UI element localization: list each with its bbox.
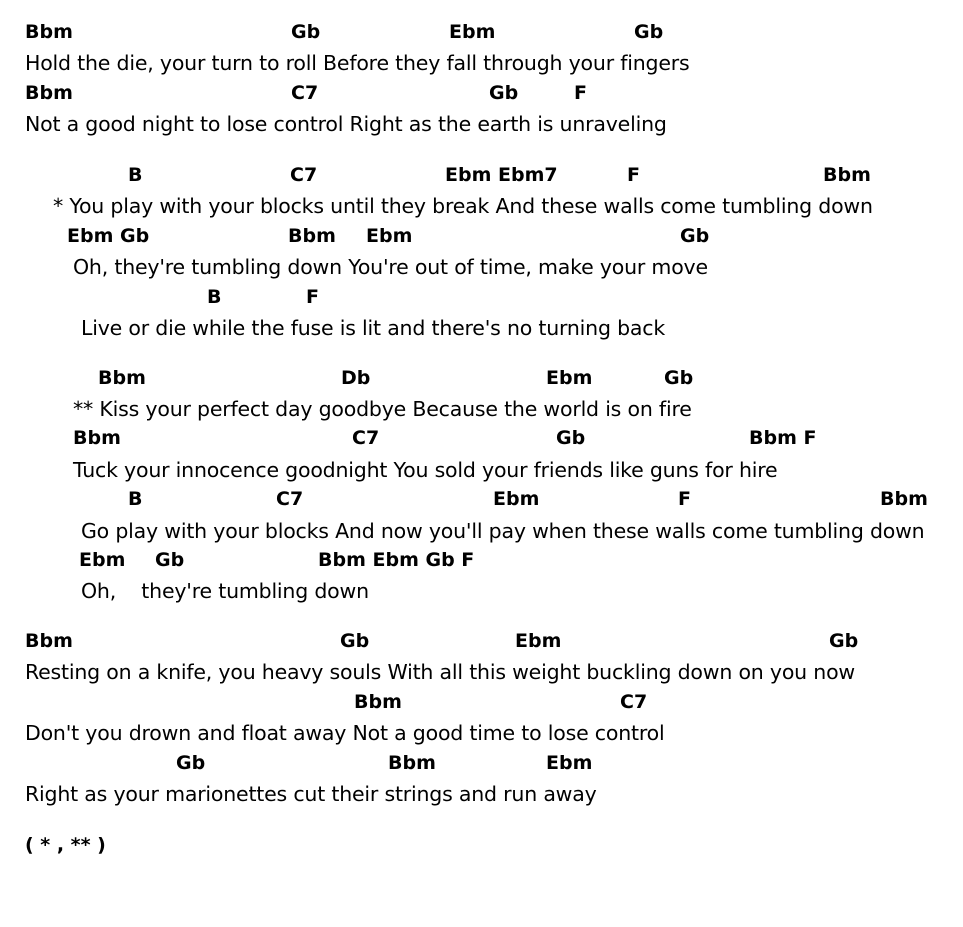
chord: Bbm xyxy=(288,225,336,247)
chord: Gb xyxy=(829,630,859,652)
chord: Gb xyxy=(634,21,664,43)
lyric-line: ** Kiss your perfect day goodbye Because the world is on fire xyxy=(73,397,692,421)
chord: Gb xyxy=(176,752,206,774)
lyric-line: Hold the die, your turn to roll Before they fall through your fingers xyxy=(25,51,690,75)
chord: Gb xyxy=(680,225,710,247)
chord: F xyxy=(627,164,640,186)
chord: Ebm Ebm7 xyxy=(445,164,558,186)
chord: Gb xyxy=(340,630,370,652)
chord: Bbm xyxy=(388,752,436,774)
chord: Ebm xyxy=(449,21,496,43)
chord: B xyxy=(128,488,143,510)
chord: Ebm xyxy=(493,488,540,510)
chord: Gb xyxy=(489,82,519,104)
chord: C7 xyxy=(291,82,319,104)
chord: C7 xyxy=(352,427,380,449)
chord: C7 xyxy=(276,488,304,510)
chord: Ebm xyxy=(546,367,593,389)
chord: Ebm xyxy=(366,225,413,247)
lyric-line: Oh, they're tumbling down You're out of time, make your move xyxy=(73,255,708,279)
lyric-line: Tuck your innocence goodnight You sold your friends like guns for hire xyxy=(73,458,778,482)
chord: F xyxy=(678,488,691,510)
chord: Bbm xyxy=(25,21,73,43)
lyric-line: * You play with your blocks until they break And these walls come tumbling down xyxy=(53,194,873,218)
chord: Bbm xyxy=(354,691,402,713)
chord: Bbm xyxy=(25,630,73,652)
chord: Bbm xyxy=(98,367,146,389)
chord: Bbm xyxy=(25,82,73,104)
chord: Bbm xyxy=(73,427,121,449)
chord: Gb xyxy=(664,367,694,389)
lyric-line: Resting on a knife, you heavy souls With all this weight buckling down on you now xyxy=(25,660,855,684)
lyric-line: Right as your marionettes cut their strings and run away xyxy=(25,782,597,806)
section-reference: ( * , ** ) xyxy=(25,834,106,856)
chord: Bbm Ebm Gb F xyxy=(318,549,475,571)
chord: Bbm xyxy=(880,488,928,510)
chord: F xyxy=(574,82,587,104)
chord: B xyxy=(207,286,222,308)
chord: Ebm Gb xyxy=(67,225,150,247)
chord: Bbm xyxy=(823,164,871,186)
chord: Ebm xyxy=(79,549,126,571)
chord: Ebm xyxy=(546,752,593,774)
lyric-line: Don't you drown and float away Not a good time to lose control xyxy=(25,721,665,745)
lyric-line: Oh, they're tumbling down xyxy=(81,579,369,603)
lyric-line: Go play with your blocks And now you'll pay when these walls come tumbling down xyxy=(81,519,925,543)
chord: Gb xyxy=(291,21,321,43)
chord: C7 xyxy=(620,691,648,713)
lyric-line: Live or die while the fuse is lit and there's no turning back xyxy=(81,316,666,340)
chord: Db xyxy=(341,367,371,389)
chord: Bbm F xyxy=(749,427,817,449)
chord: F xyxy=(306,286,319,308)
chord: B xyxy=(128,164,143,186)
chord: C7 xyxy=(290,164,318,186)
lyric-line: Not a good night to lose control Right as the earth is unraveling xyxy=(25,112,667,136)
chord: Gb xyxy=(155,549,185,571)
chord: Gb xyxy=(556,427,586,449)
chord: Ebm xyxy=(515,630,562,652)
